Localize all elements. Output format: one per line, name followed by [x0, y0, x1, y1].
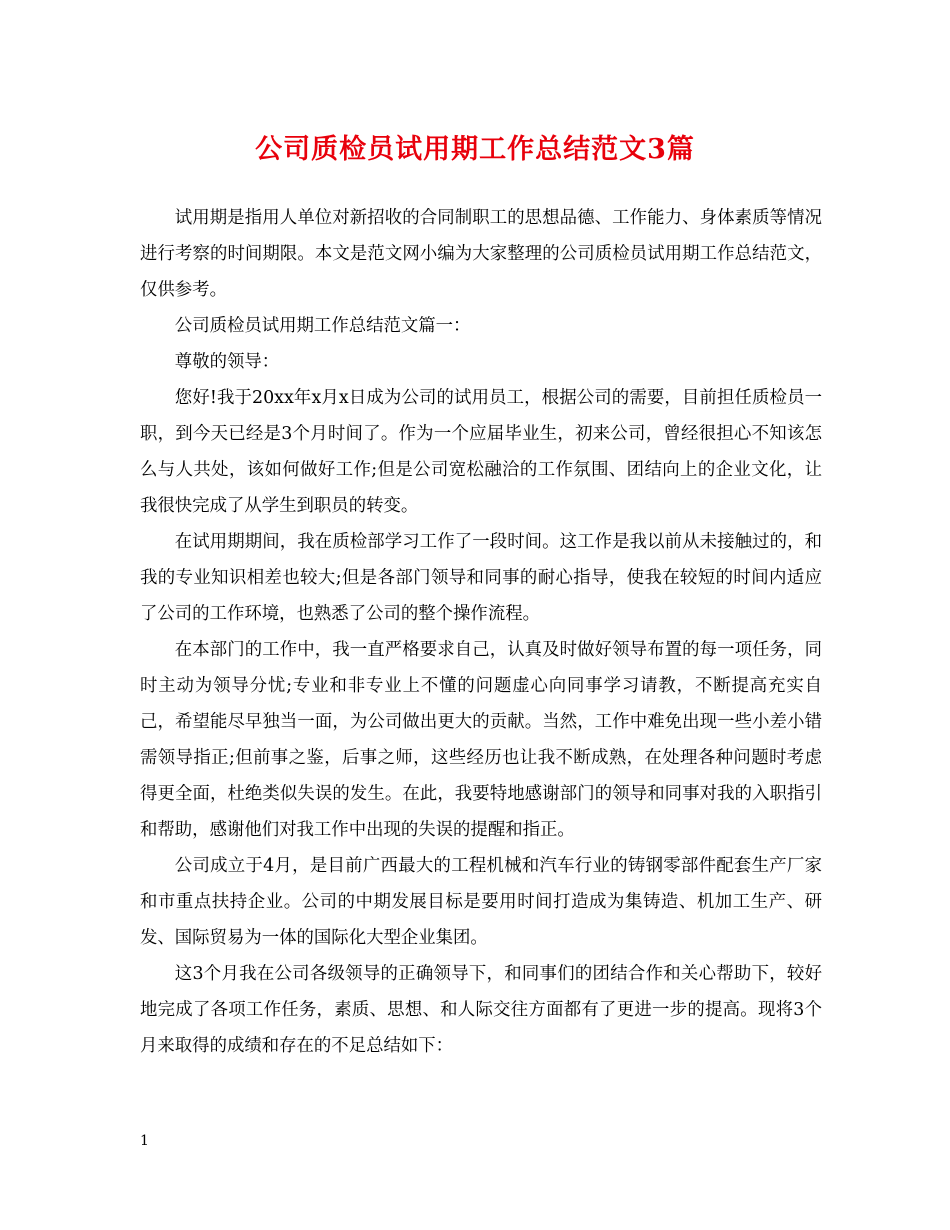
document-body [140, 200, 822, 1064]
paragraph-company-intro: 公司成立于4月，是目前广西最大的工程机械和汽车行业的铸钢零部件配套生产厂家和市重点扶持企业。公司的中期发展目标是要用时间打造成为集铸造、机加工生产、研发、国际贸易为一体的国际化大型企业集团。 [140, 856, 822, 948]
paragraph-section-heading: 公司质检员试用期工作总结范文篇一： [174, 316, 471, 336]
paragraph-summary: 这3个月我在公司各级领导的正确领导下，和同事们的团结合作和关心帮助下，较好地完成了各项工作任务，素质、思想、和人际交往方面都有了更进一步的提高。现将3个月来取得的成绩和存在的不足总结如下： [140, 964, 822, 1056]
paragraph-probation: 在试用期期间，我在质检部学习工作了一段时间。这工作是我以前从未接触过的，和我的专业知识相差也较大;但是各部门领导和同事的耐心指导，使我在较短的时间内适应了公司的工作环境，也熟悉了公司的整个操作流程。 [140, 532, 822, 624]
paragraph-salutation: 尊敬的领导： [174, 352, 280, 372]
page-number: 1 [140, 1133, 149, 1149]
paragraph-department-work: 在本部门的工作中，我一直严格要求自己，认真及时做好领导布置的每一项任务，同时主动为领导分忧;专业和非专业上不懂的问题虚心向同事学习请教，不断提高充实自己，希望能尽早独当一面，为公司做出更大的贡献。当然，工作中难免出现一些小差小错需领导指正;但前事之鉴，后事之师，这些经历也让我不断成熟，在处理各种问题时考虑得更全面，杜绝类似失误的发生。在此，我要特地感谢部门的领导和同事对我的入职指引和帮助，感谢他们对我工作中出现的失误的提醒和指正。 [140, 640, 822, 840]
document-title: 公司质检员试用期工作总结范文3篇 [255, 134, 695, 165]
paragraph-greeting: 您好!我于20xx年x月x日成为公司的试用员工，根据公司的需要，目前担任质检员一职，到今天已经是3个月时间了。作为一个应届毕业生，初来公司，曾经很担心不知该怎么与人共处，该如何做好工作;但是公司宽松融洽的工作氛围、团结向上的企业文化，让我很快完成了从学生到职员的转变。 [140, 388, 822, 516]
paragraph-intro: 试用期是指用人单位对新招收的合同制职工的思想品德、工作能力、身体素质等情况进行考察的时间期限。本文是范文网小编为大家整理的公司质检员试用期工作总结范文，仅供参考。 [140, 208, 822, 300]
